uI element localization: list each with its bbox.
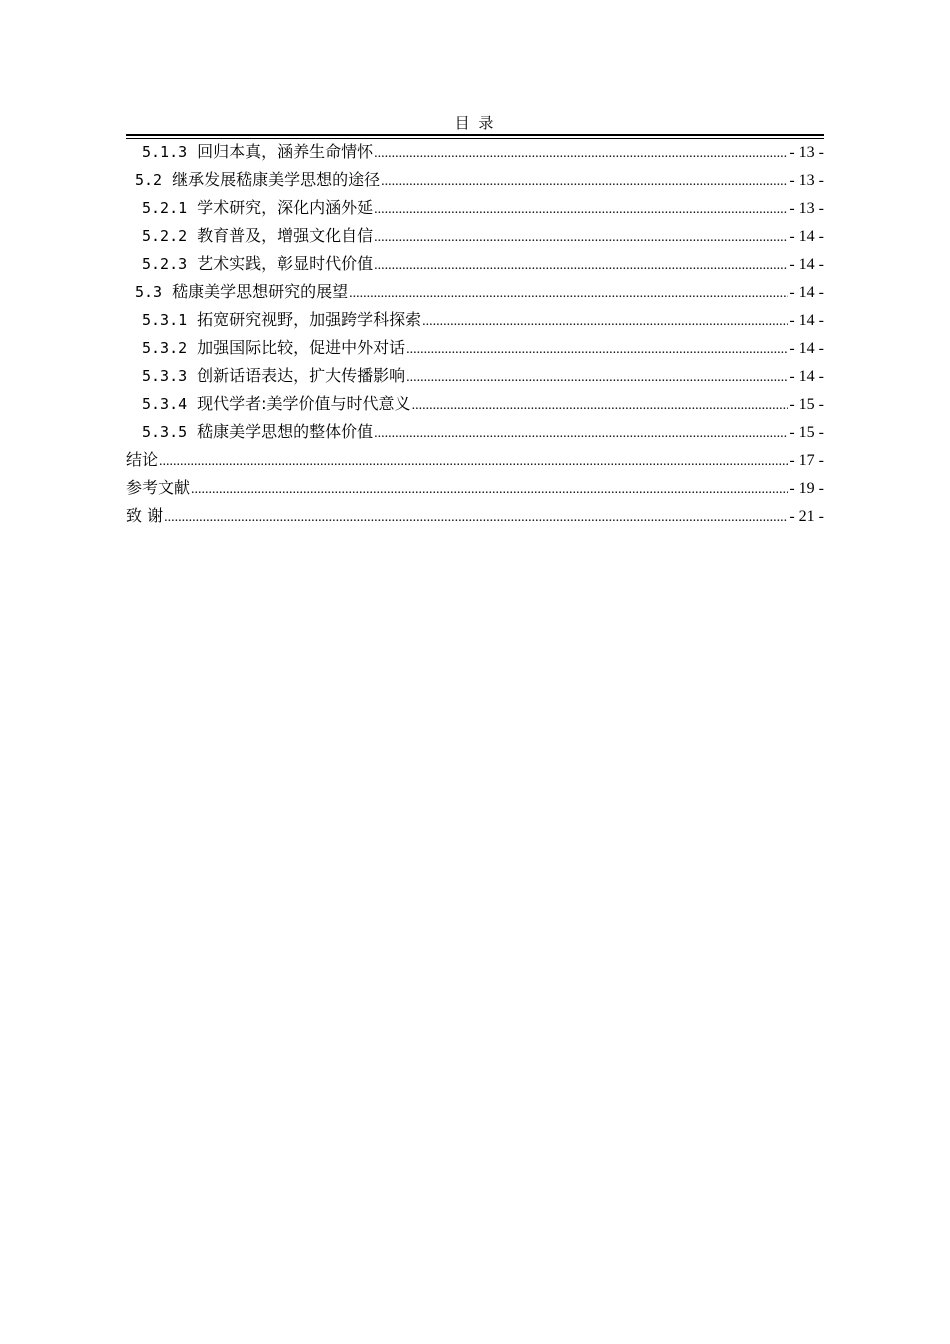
toc-entry-page: - 14 - (789, 312, 824, 329)
toc-entry[interactable] (126, 194, 824, 222)
toc-leader-dots (422, 308, 788, 336)
toc-entry-page: - 13 - (789, 200, 824, 217)
toc-entry[interactable] (126, 446, 824, 474)
toc-entry-number: 5.2 (135, 171, 163, 189)
toc-entry-title: 继承发展嵇康美学思想的途径 (172, 170, 381, 189)
toc-leader-dots (191, 476, 788, 504)
toc-entry-number: 5.1.3 (142, 143, 188, 161)
toc-entry-page: - 14 - (789, 368, 824, 385)
toc-entry-number: 5.2.1 (142, 199, 188, 217)
toc-entry-title: 加强国际比较，促进中外对话 (197, 338, 406, 357)
toc-entry[interactable] (126, 362, 824, 390)
toc-entry[interactable] (126, 138, 824, 166)
toc-entry[interactable] (126, 502, 824, 530)
toc-entry[interactable] (126, 418, 824, 446)
toc-entry-title: 嵇康美学思想研究的展望 (172, 282, 349, 301)
toc-entry-title: 拓宽研究视野，加强跨学科探索 (197, 310, 422, 329)
toc-entry-page: - 13 - (789, 172, 824, 189)
toc-leader-dots (374, 252, 788, 280)
toc-entry-page: - 19 - (789, 480, 824, 497)
toc-entry-title: 创新话语表达，扩大传播影响 (197, 366, 406, 385)
toc-leader-dots (406, 336, 788, 364)
toc-entry[interactable] (126, 222, 824, 250)
toc-leader-dots (374, 140, 788, 168)
toc-entry-number: 5.3.2 (142, 339, 188, 357)
toc-entry-title: 现代学者:美学价值与时代意义 (197, 394, 411, 413)
toc-entry-title: 教育普及，增强文化自信 (197, 226, 374, 245)
toc-entry-title: 参考文献 (126, 478, 191, 497)
toc-entry[interactable] (126, 278, 824, 306)
toc-entry-page: - 15 - (789, 396, 824, 413)
toc-entry-number: 5.2.3 (142, 255, 188, 273)
toc-entry-title: 结论 (126, 450, 159, 469)
toc-entry[interactable] (126, 166, 824, 194)
toc-leader-dots (349, 280, 788, 308)
toc-entry-page: - 17 - (789, 452, 824, 469)
toc-entry-number: 5.3.5 (142, 423, 188, 441)
page-header-title: 目 录 (454, 114, 496, 132)
toc-entry-page: - 15 - (789, 424, 824, 441)
toc-entry-number: 5.3 (135, 283, 163, 301)
toc-entry[interactable] (126, 250, 824, 278)
toc-entry-number: 5.3.3 (142, 367, 188, 385)
toc-leader-dots (374, 224, 788, 252)
toc-leader-dots (406, 364, 788, 392)
toc-leader-dots (374, 196, 788, 224)
toc-leader-dots (381, 168, 788, 196)
toc-leader-dots (412, 392, 789, 420)
toc-entry-title: 艺术实践，彰显时代价值 (197, 254, 374, 273)
toc-entry-title: 回归本真，涵养生命情怀 (197, 142, 374, 161)
toc-leader-dots (164, 504, 788, 532)
toc-entry-title: 致 谢 (126, 506, 164, 525)
toc-entry[interactable] (126, 390, 824, 418)
toc-entry-page: - 14 - (789, 256, 824, 273)
table-of-contents (126, 138, 824, 530)
toc-entry-number: 5.2.2 (142, 227, 188, 245)
toc-entry[interactable] (126, 334, 824, 362)
toc-entry-page: - 14 - (789, 340, 824, 357)
toc-entry-number: 5.3.4 (142, 395, 188, 413)
toc-leader-dots (159, 448, 788, 476)
toc-entry-title: 学术研究，深化内涵外延 (197, 198, 374, 217)
toc-entry-page: - 14 - (789, 228, 824, 245)
toc-entry-number: 5.3.1 (142, 311, 188, 329)
toc-entry-page: - 14 - (789, 284, 824, 301)
toc-entry-page: - 21 - (789, 508, 824, 525)
toc-entry[interactable] (126, 474, 824, 502)
toc-entry[interactable] (126, 306, 824, 334)
toc-entry-page: - 13 - (789, 144, 824, 161)
header-rule-thick (126, 134, 824, 136)
toc-entry-title: 嵇康美学思想的整体价值 (197, 422, 374, 441)
toc-leader-dots (374, 420, 788, 448)
